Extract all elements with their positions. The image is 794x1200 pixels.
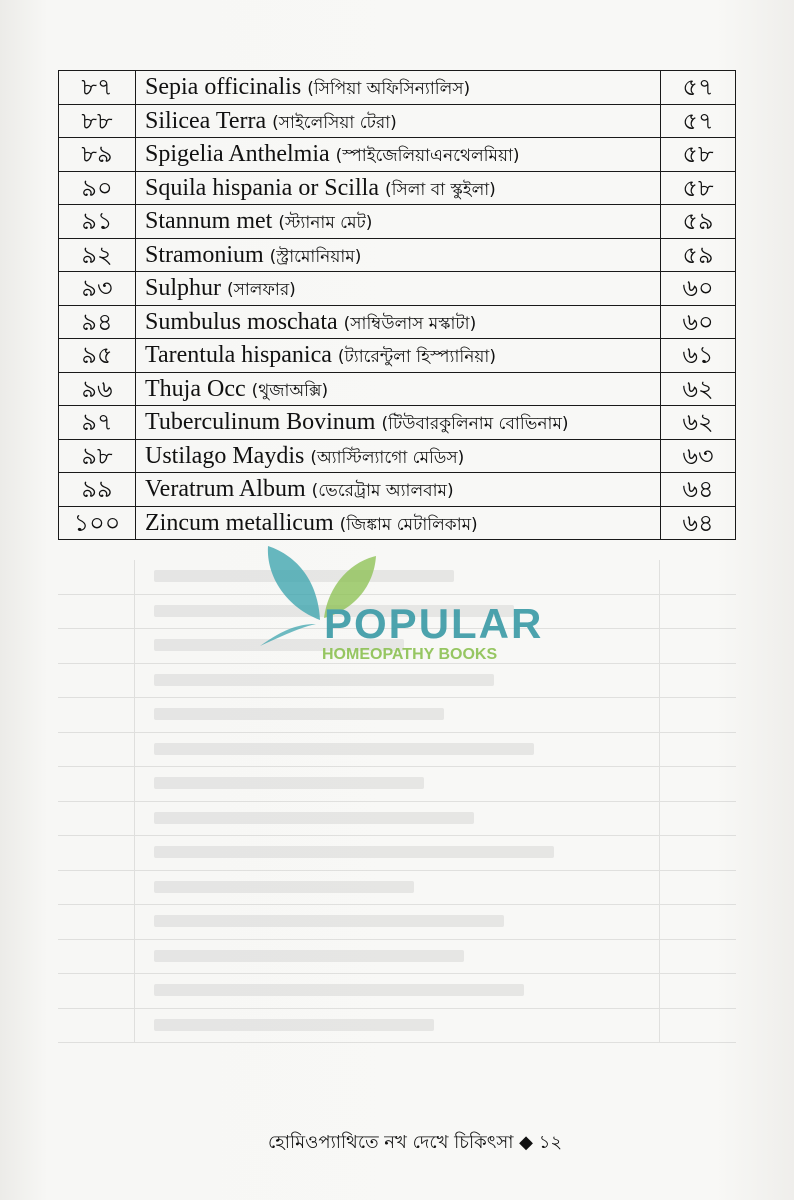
table-row xyxy=(59,138,736,172)
remedy-name xyxy=(136,473,661,507)
page-number: ৫৯ xyxy=(661,238,736,272)
page-number: ৬৪ xyxy=(661,506,736,540)
page-number: ৬৪ xyxy=(661,473,736,507)
table-row xyxy=(59,305,736,339)
serial-number: ৯৭ xyxy=(59,406,136,440)
page-number: ৬২ xyxy=(661,406,736,440)
remedy-bangla-name: (অ্যাস্টিল্যাগো মেডিস) xyxy=(310,447,465,468)
remedy-bangla-name: (স্পাইজেলিয়াএনথেলমিয়া) xyxy=(335,146,520,167)
remedy-bangla-name: (টিউবারকুলিনাম বোভিনাম) xyxy=(381,414,569,435)
remedy-bangla-name: (সাম্বিউলাস মস্কাটা) xyxy=(343,313,477,334)
remedy-latin-name: Veratrum Album xyxy=(145,476,306,503)
page-number: ৬২ xyxy=(661,372,736,406)
table-row xyxy=(59,439,736,473)
serial-number: ৯০ xyxy=(59,171,136,205)
table-row xyxy=(59,473,736,507)
table-row xyxy=(59,238,736,272)
remedy-latin-name: Sulphur xyxy=(145,275,222,302)
remedy-name xyxy=(136,506,661,540)
remedy-name xyxy=(136,272,661,306)
remedy-name xyxy=(136,439,661,473)
remedy-latin-name: Zincum metallicum xyxy=(145,509,334,536)
remedy-latin-name: Squila hispania or Scilla xyxy=(145,174,379,201)
remedy-latin-name: Tuberculinum Bovinum xyxy=(145,409,376,436)
table-row xyxy=(59,506,736,540)
page-number: ৫৮ xyxy=(661,171,736,205)
serial-number: ৯২ xyxy=(59,238,136,272)
remedy-bangla-name: (ভেরেট্রাম অ্যালবাম) xyxy=(311,481,454,502)
page-number: ৫৯ xyxy=(661,205,736,239)
remedy-name xyxy=(136,71,661,105)
remedy-latin-name: Sumbulus moschata xyxy=(145,308,338,335)
remedy-name xyxy=(136,372,661,406)
remedy-latin-name: Tarentula hispanica xyxy=(145,342,332,369)
serial-number: ৯৯ xyxy=(59,473,136,507)
table-row xyxy=(59,171,736,205)
remedy-name xyxy=(136,171,661,205)
remedy-bangla-name: (থুজাঅক্সি) xyxy=(251,380,329,401)
remedy-name xyxy=(136,205,661,239)
serial-number: ৯৪ xyxy=(59,305,136,339)
serial-number: ৮৭ xyxy=(59,71,136,105)
remedy-latin-name: Stannum met xyxy=(145,208,273,235)
remedy-bangla-name: (সিলা বা স্কুইলা) xyxy=(384,179,496,200)
serial-number: ৯৬ xyxy=(59,372,136,406)
serial-number: ৯১ xyxy=(59,205,136,239)
page-number: ৬০ xyxy=(661,305,736,339)
serial-number: ৯৮ xyxy=(59,439,136,473)
remedy-latin-name: Stramonium xyxy=(145,241,264,268)
serial-number: ৯৩ xyxy=(59,272,136,306)
remedy-name xyxy=(136,339,661,373)
remedy-latin-name: Thuja Occ xyxy=(145,375,246,402)
remedy-bangla-name: (স্ট্যানাম মেট) xyxy=(278,213,373,234)
table-row xyxy=(59,272,736,306)
table-row xyxy=(59,104,736,138)
remedy-bangla-name: (সাইলেসিয়া টেরা) xyxy=(272,112,397,133)
watermark-title: POPULAR xyxy=(324,600,544,647)
page-number: ৫৭ xyxy=(661,71,736,105)
table-row xyxy=(59,372,736,406)
remedy-bangla-name: (সালফার) xyxy=(227,280,296,301)
page-number: ৫৮ xyxy=(661,138,736,172)
remedy-latin-name: Ustilago Maydis xyxy=(145,442,305,469)
table-row xyxy=(59,339,736,373)
remedy-latin-name: Sepia officinalis xyxy=(145,74,302,101)
serial-number: ৯৫ xyxy=(59,339,136,373)
remedy-latin-name: Silicea Terra xyxy=(145,107,267,134)
remedy-name xyxy=(136,138,661,172)
serial-number: ৮৮ xyxy=(59,104,136,138)
remedy-bangla-name: (স্ট্রামোনিয়াম) xyxy=(269,246,362,267)
serial-number: ৮৯ xyxy=(59,138,136,172)
remedy-bangla-name: (ট্যারেন্টুলা হিস্প্যানিয়া) xyxy=(337,347,496,368)
page-number: ৫৭ xyxy=(661,104,736,138)
remedy-name xyxy=(136,305,661,339)
remedy-bangla-name: (সিপিয়া অফিসিন্যালিস) xyxy=(307,79,471,100)
remedy-index-table xyxy=(58,70,736,540)
remedy-latin-name: Spigelia Anthelmia xyxy=(145,141,330,168)
serial-number: ১০০ xyxy=(59,506,136,540)
page-number: ৬০ xyxy=(661,272,736,306)
remedy-name xyxy=(136,238,661,272)
table-row xyxy=(59,205,736,239)
remedy-bangla-name: (জিঙ্কাম মেটালিকাম) xyxy=(339,514,478,535)
remedy-name xyxy=(136,104,661,138)
table-row xyxy=(59,406,736,440)
page-footer: হোমিওপ্যাথিতে নখ দেখে চিকিৎসা ◆ ১২ xyxy=(268,1132,563,1153)
page-number: ৬১ xyxy=(661,339,736,373)
page-number: ৬৩ xyxy=(661,439,736,473)
watermark-subtitle: HOMEOPATHY BOOKS xyxy=(322,646,498,663)
publisher-watermark xyxy=(258,538,548,668)
remedy-name xyxy=(136,406,661,440)
table-row xyxy=(59,71,736,105)
